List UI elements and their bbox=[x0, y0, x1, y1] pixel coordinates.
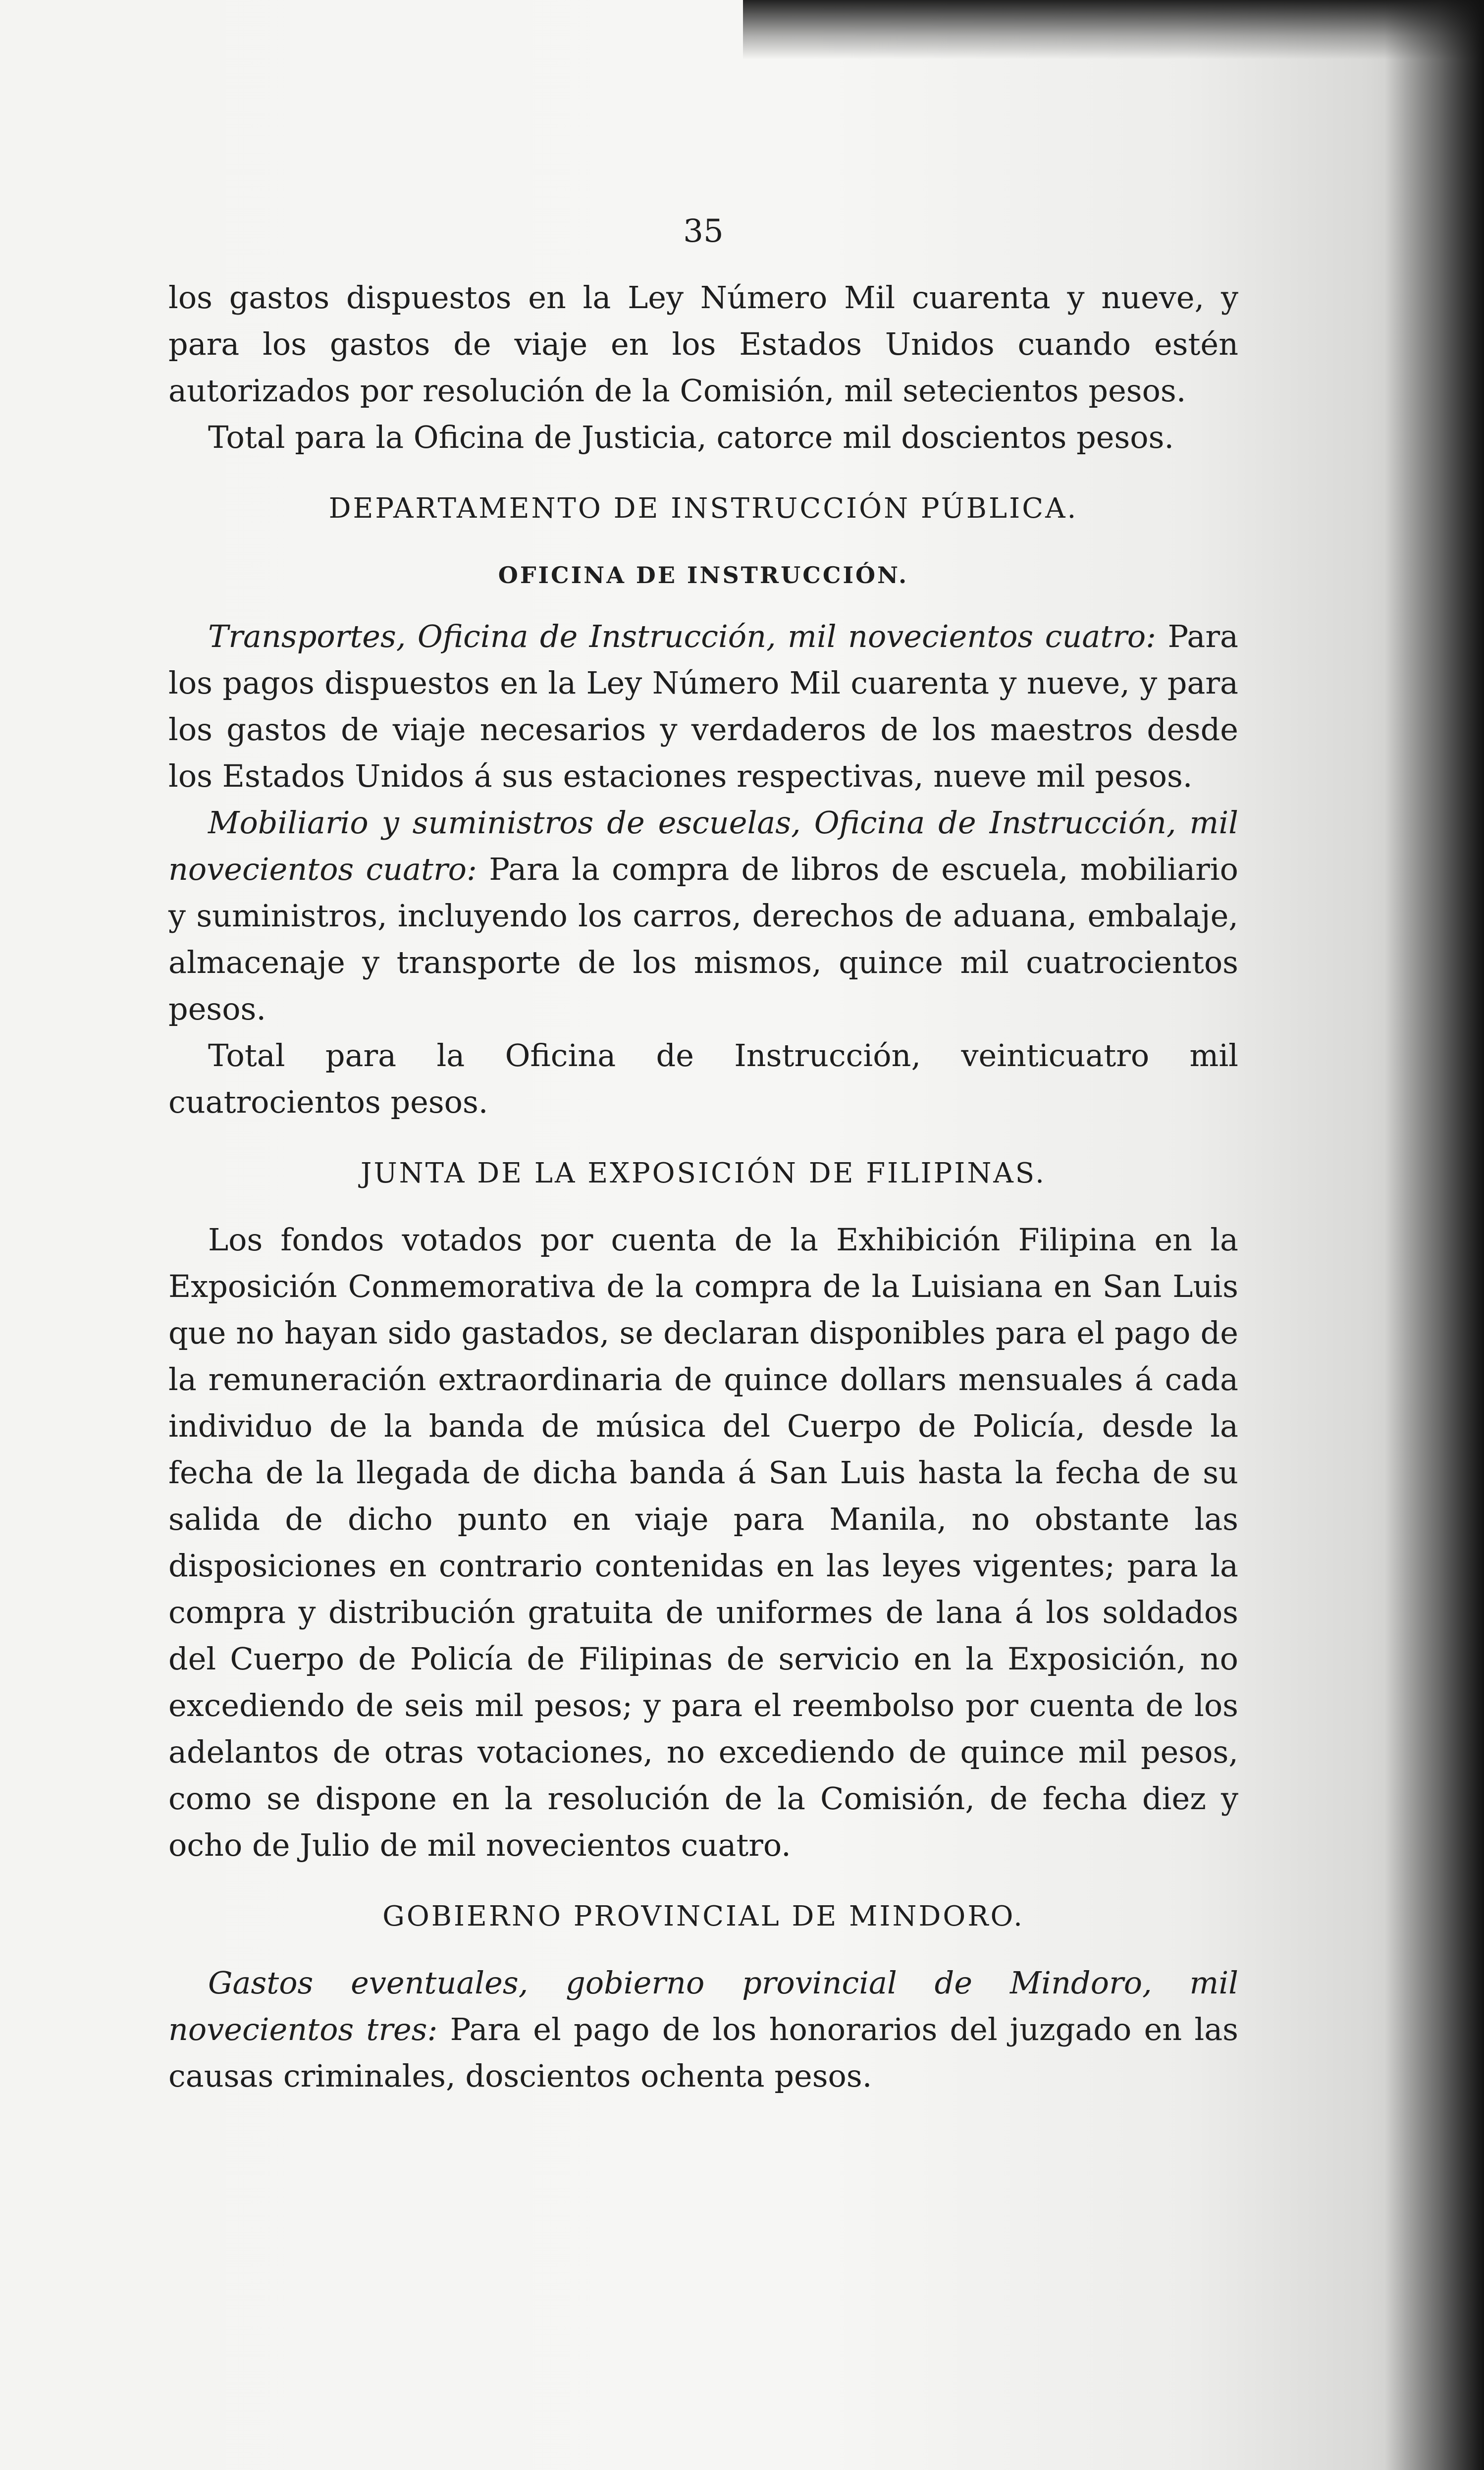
paragraph-mindoro bbox=[168, 1960, 1238, 2099]
mobiliario-text: Para la compra de libros de escuela, mobiliario y suministros, incluyendo los carros, derechos de aduana, embalaje, almacenaje y transporte de los mismos, quince mil cuatrocientos pesos. bbox=[168, 851, 1238, 1027]
page-number: 35 bbox=[683, 213, 724, 250]
scan-shadow-top bbox=[743, 0, 1484, 59]
paragraph-mobiliario bbox=[168, 800, 1238, 1032]
mobiliario-label: Mobiliario y suministros de escuelas, Oficina de Instrucción, mil novecientos cuatro: bbox=[168, 805, 1238, 887]
page-text bbox=[168, 208, 1238, 2099]
paragraph-justicia-gastos: los gastos dispuestos en la Ley Número Mil cuarenta y nueve, y para los gastos de viaje en los Estados Unidos cuando estén autorizados por resolución de la Comisión, mil setecientos pesos. bbox=[168, 279, 1238, 409]
transportes-text: Para los pagos dispuestos en la Ley Número Mil cuarenta y nueve, y para los gastos de viaje necesarios y verdaderos de los maestros desde los Estados Unidos á sus estaciones respectivas, nueve mil pesos. bbox=[168, 618, 1238, 794]
mindoro-label: Gastos eventuales, gobierno provincial de Mindoro, mil novecientos tres: bbox=[168, 1965, 1238, 2047]
paragraph-junta: Los fondos votados por cuenta de la Exhibición Filipina en la Exposición Conmemorativa de la compra de la Luisiana en San Luis que no hayan sido gastados, se declaran disponibles para el pago de la remuneración extraordinaria de quince dollars mensuales á cada individuo de la banda de música del Cuerpo de Policía, desde la fecha de la llegada de dicha banda á San Luis hasta la fecha de su salida de dicho punto en viaje para Manila, no obstante las disposiciones en contrario contenidas en las leyes vigentes; para la compra y distribución gratuita de uniformes de lana á los soldados del Cuerpo de Policía de Filipinas de servicio en la Exposición, no excediendo de seis mil pesos; y para el reembolso por cuenta de los adelantos de otras votaciones, no excediendo de quince mil pesos, como se dispone en la resolución de la Comisión, de fecha diez y ocho de Julio de mil novecientos cuatro. bbox=[168, 1222, 1238, 1863]
scan-shadow-right bbox=[1385, 0, 1484, 2470]
office-heading: OFICINA DE INSTRUCCIÓN. bbox=[498, 562, 909, 589]
paragraph-transportes bbox=[168, 613, 1238, 800]
department-heading: DEPARTAMENTO DE INSTRUCCIÓN PÚBLICA. bbox=[328, 492, 1078, 525]
paragraph-total-instruccion: Total para la Oficina de Instrucción, veinticuatro mil cuatrocientos pesos. bbox=[168, 1037, 1238, 1120]
junta-heading: JUNTA DE LA EXPOSICIÓN DE FILIPINAS. bbox=[361, 1157, 1046, 1189]
mindoro-heading: GOBIERNO PROVINCIAL DE MINDORO. bbox=[382, 1900, 1024, 1933]
paragraph-total-justicia: Total para la Oficina de Justicia, catorce mil doscientos pesos. bbox=[208, 419, 1174, 455]
transportes-label: Transportes, Oficina de Instrucción, mil novecientos cuatro: bbox=[208, 618, 1157, 654]
mindoro-text: Para el pago de los honorarios del juzgado en las causas criminales, doscientos ochenta pesos. bbox=[168, 2011, 1238, 2094]
